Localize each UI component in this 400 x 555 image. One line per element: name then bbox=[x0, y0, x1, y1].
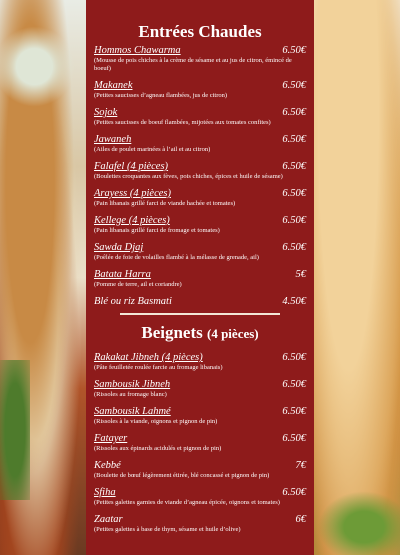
menu-item bbox=[94, 379, 306, 399]
item-price: 6.50€ bbox=[282, 433, 306, 444]
item-description: (Rissoles au fromage blanc) bbox=[94, 391, 167, 398]
item-price: 6.50€ bbox=[282, 406, 306, 417]
item-description: (Pâte feuilletée roulée farcie au fromage libanais) bbox=[94, 364, 223, 371]
item-description: (Petites saucisses d’agneau flambées, jus de citron) bbox=[94, 92, 228, 99]
item-name: Jawaneh bbox=[94, 134, 132, 145]
item-name: Zaatar bbox=[94, 514, 123, 525]
item-description: (Mousse de pois chiches à la crème de sésame et au jus de citron, émincé de boeuf) bbox=[94, 57, 292, 72]
menu-item bbox=[94, 45, 306, 73]
right-food-photo bbox=[314, 0, 400, 555]
menu-item bbox=[94, 188, 306, 208]
menu-item bbox=[94, 269, 306, 289]
item-price: 6.50€ bbox=[282, 215, 306, 226]
menu-item bbox=[94, 352, 306, 372]
item-price: 6.50€ bbox=[282, 188, 306, 199]
item-price: 6.50€ bbox=[282, 45, 306, 56]
right-greens-photo bbox=[310, 485, 400, 555]
item-price: 6.50€ bbox=[282, 161, 306, 172]
beignets-list bbox=[94, 352, 306, 541]
item-description: (Poêlée de foie de volailles flambé à la mélasse de grenade, ail) bbox=[94, 254, 259, 261]
item-price: 6.50€ bbox=[282, 352, 306, 363]
item-name: Sfiha bbox=[94, 487, 116, 498]
menu-item bbox=[94, 433, 306, 453]
item-name: Hommos Chawarma bbox=[94, 45, 181, 56]
menu-item bbox=[94, 487, 306, 507]
item-description: (Rissoles aux épinards acidulés et pignon de pin) bbox=[94, 445, 222, 452]
item-name: Falafel (4 pièces) bbox=[94, 161, 169, 172]
item-name: Sawda Djaj bbox=[94, 242, 144, 253]
section-divider bbox=[120, 313, 280, 315]
item-price: 6.50€ bbox=[282, 487, 306, 498]
item-description: (Pain libanais grillé farci de viande hachée et tomates) bbox=[94, 200, 236, 207]
menu-item bbox=[94, 80, 306, 100]
item-price: 6.50€ bbox=[282, 107, 306, 118]
item-name: Sojok bbox=[94, 107, 118, 118]
item-price: 6€ bbox=[295, 514, 306, 525]
menu-item bbox=[94, 460, 306, 480]
item-description: (Petites saucisses de boeuf flambées, mijotées aux tomates confites) bbox=[94, 119, 271, 126]
menu-item bbox=[94, 215, 306, 235]
item-price: 6.50€ bbox=[282, 80, 306, 91]
menu-item bbox=[94, 242, 306, 262]
menu-item bbox=[94, 161, 306, 181]
item-name: Sambousik Jibneh bbox=[94, 379, 171, 390]
menu-item bbox=[94, 514, 306, 534]
item-name: Blé ou riz Basmati bbox=[94, 296, 172, 307]
menu-item bbox=[94, 406, 306, 426]
item-name: Sambousik Lahmé bbox=[94, 406, 171, 417]
section-title-text: Beignets bbox=[141, 323, 203, 342]
section-title-beignets bbox=[86, 323, 314, 343]
item-name: Arayess (4 pièces) bbox=[94, 188, 171, 199]
section-title-entrees: Entrées Chaudes bbox=[138, 22, 262, 41]
entrees-list bbox=[94, 45, 306, 314]
item-description: (Pain libanais grillé farci de fromage et tomates) bbox=[94, 227, 220, 234]
item-name: Kebbé bbox=[94, 460, 121, 471]
item-description: (Pomme de terre, ail et coriandre) bbox=[94, 281, 182, 288]
item-name: Makanek bbox=[94, 80, 133, 91]
item-description: (Ailes de poulet marinées à l’ail et au citron) bbox=[94, 146, 211, 153]
section-title-suffix: (4 pièces) bbox=[207, 326, 259, 341]
item-name: Batata Harra bbox=[94, 269, 151, 280]
item-description: (Petites galettes à base de thym, sésame et huile d’olive) bbox=[94, 526, 241, 533]
menu-item bbox=[94, 134, 306, 154]
left-greens-photo bbox=[0, 360, 30, 500]
item-name: Fatayer bbox=[94, 433, 128, 444]
item-price: 7€ bbox=[295, 460, 306, 471]
menu-panel bbox=[86, 0, 314, 555]
menu-item bbox=[94, 107, 306, 127]
item-name: Kellege (4 pièces) bbox=[94, 215, 170, 226]
item-description: (Boulette de bœuf légèrement étirée, blé concassé et pignon de pin) bbox=[94, 472, 270, 479]
item-price: 6.50€ bbox=[282, 134, 306, 145]
item-price: 6.50€ bbox=[282, 242, 306, 253]
item-price: 4.50€ bbox=[282, 296, 306, 307]
item-price: 6.50€ bbox=[282, 379, 306, 390]
item-description: (Rissoles à la viande, oignons et pignon de pin) bbox=[94, 418, 218, 425]
item-price: 5€ bbox=[295, 269, 306, 280]
item-description: (Petites galettes garnies de viande d’agneau épicée, oignons et tomates) bbox=[94, 499, 280, 506]
item-description: (Boulettes croquantes aux fèves, pois chiches, épices et huile de sésame) bbox=[94, 173, 283, 180]
item-name: Rakakat Jibneh (4 pièces) bbox=[94, 352, 203, 363]
menu-item bbox=[94, 296, 306, 307]
